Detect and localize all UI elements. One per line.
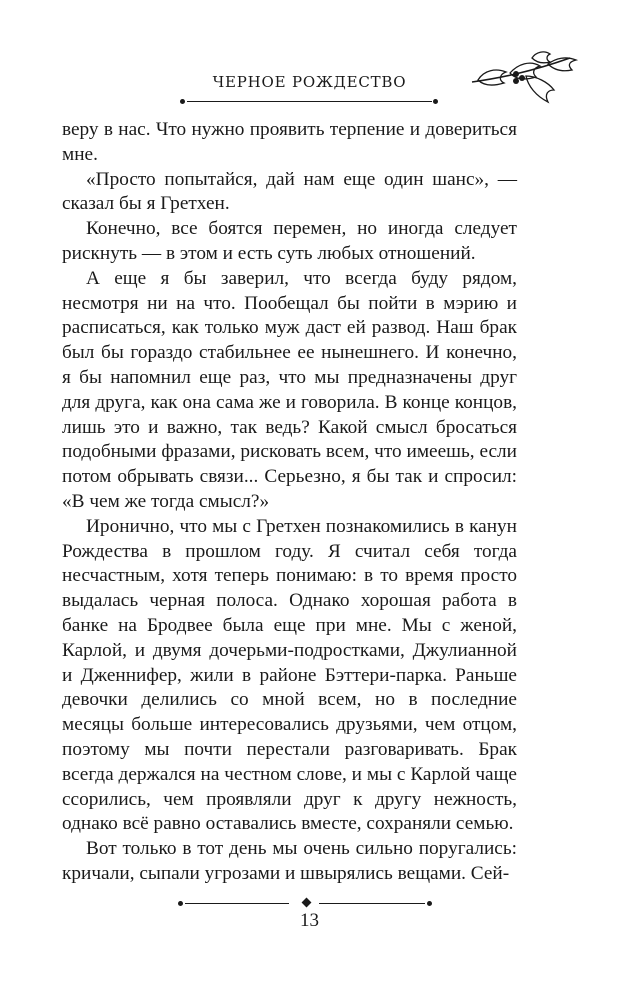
body-text bbox=[62, 118, 517, 887]
paragraph: Иронично, что мы с Гретхен познакомились в канун Рождества в прошлом году. Я считал себя тогда несчастным, хотя теперь понимаю: в то время просто выдалась черная полоса. Однако хорошая работа в банке на Бродвее была еще при мне. Мы с женой, Карлой, и двумя дочерьми-подростками, Джулианной и Дженнифер, жили в районе Бэттери-парка. Раньше девочки делились со мной всем, но в последние месяцы больше интересовались друзьями, чем отцом, поэтому мы почти перестали разговаривать. Брак всегда держался на честном слове, и мы с Карлой чаще ссорились, чем проявляли друг к другу нежность, однако всё равно оставались вместе, сохраняли семью. bbox=[62, 515, 517, 835]
page-number: 13 bbox=[300, 910, 319, 931]
paragraph: Вот только в тот день мы очень сильно поругались: кричали, сыпали угрозами и швырялись вещами. Сей- bbox=[62, 838, 517, 884]
paragraph: Конечно, все боятся перемен, но иногда следует рискнуть — в этом и есть суть любых отношений. bbox=[62, 218, 517, 264]
paragraph: А еще я бы заверил, что всегда буду рядом, несмотря ни на что. Пообещал бы пойти в мэрию и расписаться, как только муж даст ей развод. Наш брак был бы гораздо стабильнее ее нынешнего. И конечно, я бы напомнил еще раз, что мы предназначены друг для друга, как она сама же и говорила. В конце концов, лишь это и важно, так ведь? Какой смысл бросаться подобными фразами, рисковать всем, что имеешь, если потом обрывать связи... Серьезно, я бы так и спросил: «В чем же тогда смысл?» bbox=[62, 267, 517, 512]
holly-sprig-icon bbox=[470, 50, 580, 112]
paragraph: «Просто попытайся, дай нам еще один шанс», — сказал бы я Гретхен. bbox=[62, 168, 517, 215]
running-title: ЧЕРНОЕ РОЖДЕСТВО bbox=[212, 73, 407, 91]
paragraph: веру в нас. Что нужно проявить терпение и довериться мне. bbox=[62, 119, 517, 165]
